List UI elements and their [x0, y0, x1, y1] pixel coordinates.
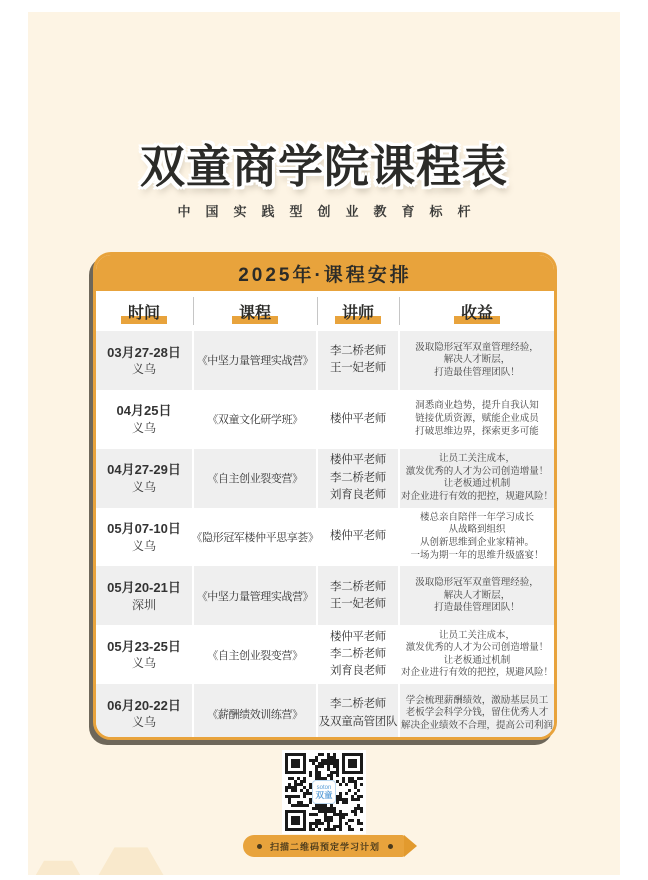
- benefit-text: 让老板通过机制: [443, 654, 511, 666]
- time-cell: [96, 625, 192, 684]
- column-headers: [96, 291, 554, 331]
- lecturer-name: 刘育良老师: [330, 488, 386, 501]
- city-text: 义乌: [131, 538, 156, 553]
- footer-ribbon: [243, 835, 405, 857]
- time-cell: [96, 449, 192, 508]
- lecturer-name: 王一妃老师: [330, 597, 386, 610]
- benefit-text: 激发优秀的人才为公司创造增量！: [405, 465, 549, 477]
- table-row: [96, 331, 554, 390]
- course-cell: [194, 390, 316, 449]
- benefit-cell: [400, 449, 554, 508]
- date-text: 04月27-29日: [107, 462, 181, 478]
- ribbon-dot-icon: [257, 844, 262, 849]
- city-text: 义乌: [131, 420, 156, 435]
- benefit-text: 打造最佳管理团队！: [434, 366, 520, 378]
- benefit-text: 解决人才断层，: [443, 354, 511, 366]
- benefit-text: 从创新思维到企业家精神。: [419, 537, 534, 548]
- qr-logo-text-soton: soton: [316, 784, 332, 791]
- city-text: 义乌: [131, 479, 156, 494]
- qr-center-logo: [312, 780, 336, 804]
- lecturer-cell: [318, 566, 398, 625]
- date-text: 05月07-10日: [107, 521, 181, 537]
- qr-logo-text-shuangtong: 双童: [315, 789, 333, 800]
- schedule-card: [93, 252, 557, 740]
- table-row: [96, 566, 554, 625]
- benefit-text: 解决企业绩效不合理，提高公司利润: [400, 719, 553, 731]
- table-row: [96, 625, 554, 684]
- lecturer-name: 李二桥老师: [330, 698, 386, 711]
- date-text: 05月23-25日: [107, 638, 181, 654]
- benefit-text: 汲取隐形冠军双童管理经验，: [415, 577, 539, 589]
- course-cell: [194, 449, 316, 508]
- date-text: 06月20-22日: [107, 697, 181, 713]
- course-cell: [191, 508, 319, 567]
- city-text: 深圳: [131, 597, 156, 612]
- city-text: 义乌: [131, 715, 156, 730]
- schedule-rows: [96, 331, 554, 740]
- course-name: 《中坚力量管理实战营》: [196, 355, 314, 368]
- course-name: 《自主创业裂变营》: [207, 473, 303, 486]
- column-header-label: 讲师: [335, 299, 381, 324]
- hexagon-decoration: [30, 857, 86, 875]
- lecturer-name: 及双童高管团队: [318, 715, 398, 728]
- benefit-text: 楼总亲自陪伴一年学习成长: [419, 511, 534, 523]
- lecturer-cell: [318, 684, 398, 740]
- benefit-text: 让老板通过机制: [443, 478, 511, 490]
- qr-section: [28, 750, 620, 834]
- course-name: 《自主创业裂变营》: [207, 649, 303, 662]
- benefit-text: 对企业进行有效的把控，规避风险！: [400, 490, 553, 502]
- benefit-text: 打造最佳管理团队！: [434, 602, 520, 614]
- course-name: 《双童文化研学班》: [207, 414, 303, 427]
- lecturer-cell: [318, 449, 398, 508]
- benefit-text: 链接优质资源，赋能企业成员: [415, 413, 539, 425]
- poster-background: [28, 12, 620, 875]
- page-title: 双童商学院课程表: [139, 141, 508, 192]
- table-row: [96, 449, 554, 508]
- benefit-text: 一场为期一年的思维升级盛宴！: [410, 549, 544, 561]
- course-name: 《隐形冠军楼仲平思享荟》: [191, 532, 319, 544]
- course-name: 《中坚力量管理实战营》: [196, 590, 314, 603]
- city-text: 义乌: [131, 362, 156, 377]
- benefit-text: 学会梳理薪酬绩效，激励基层员工: [405, 694, 549, 706]
- benefit-text: 对企业进行有效的把控，规避风险！: [400, 667, 553, 679]
- benefit-text: 汲取隐形冠军双童管理经验，: [415, 341, 539, 353]
- benefit-cell: [400, 625, 554, 684]
- lecturer-name: 王一妃老师: [330, 362, 386, 375]
- table-row: [96, 684, 554, 740]
- column-header-1: [194, 291, 316, 331]
- benefit-text: 让员工关注成本，: [438, 453, 515, 465]
- lecturer-name: 楼仲平老师: [330, 530, 386, 543]
- benefit-text: 让员工关注成本，: [438, 629, 515, 641]
- column-header-2: [318, 291, 398, 331]
- table-row: [96, 508, 554, 567]
- time-cell: [96, 331, 192, 390]
- time-cell: [96, 508, 192, 567]
- column-header-label: 时间: [121, 299, 167, 324]
- benefit-text: 老板学会科学分钱，留住优秀人才: [405, 707, 549, 719]
- footer-ribbon-wrap: [28, 835, 620, 857]
- benefit-cell: [400, 390, 554, 449]
- city-text: 义乌: [131, 656, 156, 671]
- benefit-cell: [400, 331, 554, 390]
- lecturer-name: 楼仲平老师: [330, 630, 386, 643]
- column-header-label: 课程: [232, 299, 278, 324]
- lecturer-name: 李二桥老师: [330, 471, 386, 484]
- lecturer-cell: [318, 508, 398, 567]
- course-cell: [194, 684, 316, 740]
- course-cell: [194, 625, 316, 684]
- column-header-3: [400, 291, 554, 331]
- ribbon-dot-icon: [388, 844, 393, 849]
- lecturer-cell: [318, 331, 398, 390]
- benefit-text: 解决人才断层，: [443, 589, 511, 601]
- course-cell: [194, 566, 316, 625]
- time-cell: [96, 684, 192, 740]
- lecturer-name: 楼仲平老师: [330, 454, 386, 467]
- benefit-cell: [400, 566, 554, 625]
- course-cell: [194, 331, 316, 390]
- lecturer-name: 李二桥老师: [330, 580, 386, 593]
- time-cell: [96, 390, 192, 449]
- lecturer-cell: [318, 390, 398, 449]
- benefit-cell: [400, 508, 554, 567]
- course-name: 《薪酬绩效训练营》: [207, 708, 303, 721]
- lecturer-cell: [318, 625, 398, 684]
- benefit-text: 激发优秀的人才为公司创造增量！: [405, 642, 549, 654]
- column-header-0: [96, 291, 192, 331]
- benefit-text: 从战略到组织: [448, 524, 506, 536]
- table-row: [96, 390, 554, 449]
- lecturer-name: 刘育良老师: [330, 665, 386, 678]
- date-text: 03月27-28日: [107, 344, 181, 360]
- benefit-cell: [400, 684, 554, 740]
- column-header-label: 收益: [454, 299, 500, 324]
- time-cell: [96, 566, 192, 625]
- schedule-card-title: 2025年·课程安排: [238, 264, 412, 286]
- page-subtitle-text: 中国实践型创业教育标杆: [177, 204, 486, 219]
- benefit-text: 打破思维边界，探索更多可能: [415, 425, 539, 437]
- benefit-text: 洞悉商业趋势，提升自我认知: [415, 400, 539, 412]
- date-text: 04月25日: [116, 403, 172, 419]
- lecturer-name: 李二桥老师: [330, 648, 386, 661]
- lecturer-name: 楼仲平老师: [330, 412, 386, 425]
- schedule-card-header: [96, 255, 554, 291]
- lecturer-name: 李二桥老师: [330, 345, 386, 358]
- date-text: 05月20-21日: [107, 580, 181, 595]
- page-subtitle: [28, 201, 620, 220]
- ribbon-text: 扫描二维码预定学习计划: [269, 841, 380, 852]
- qr-code: [282, 750, 366, 834]
